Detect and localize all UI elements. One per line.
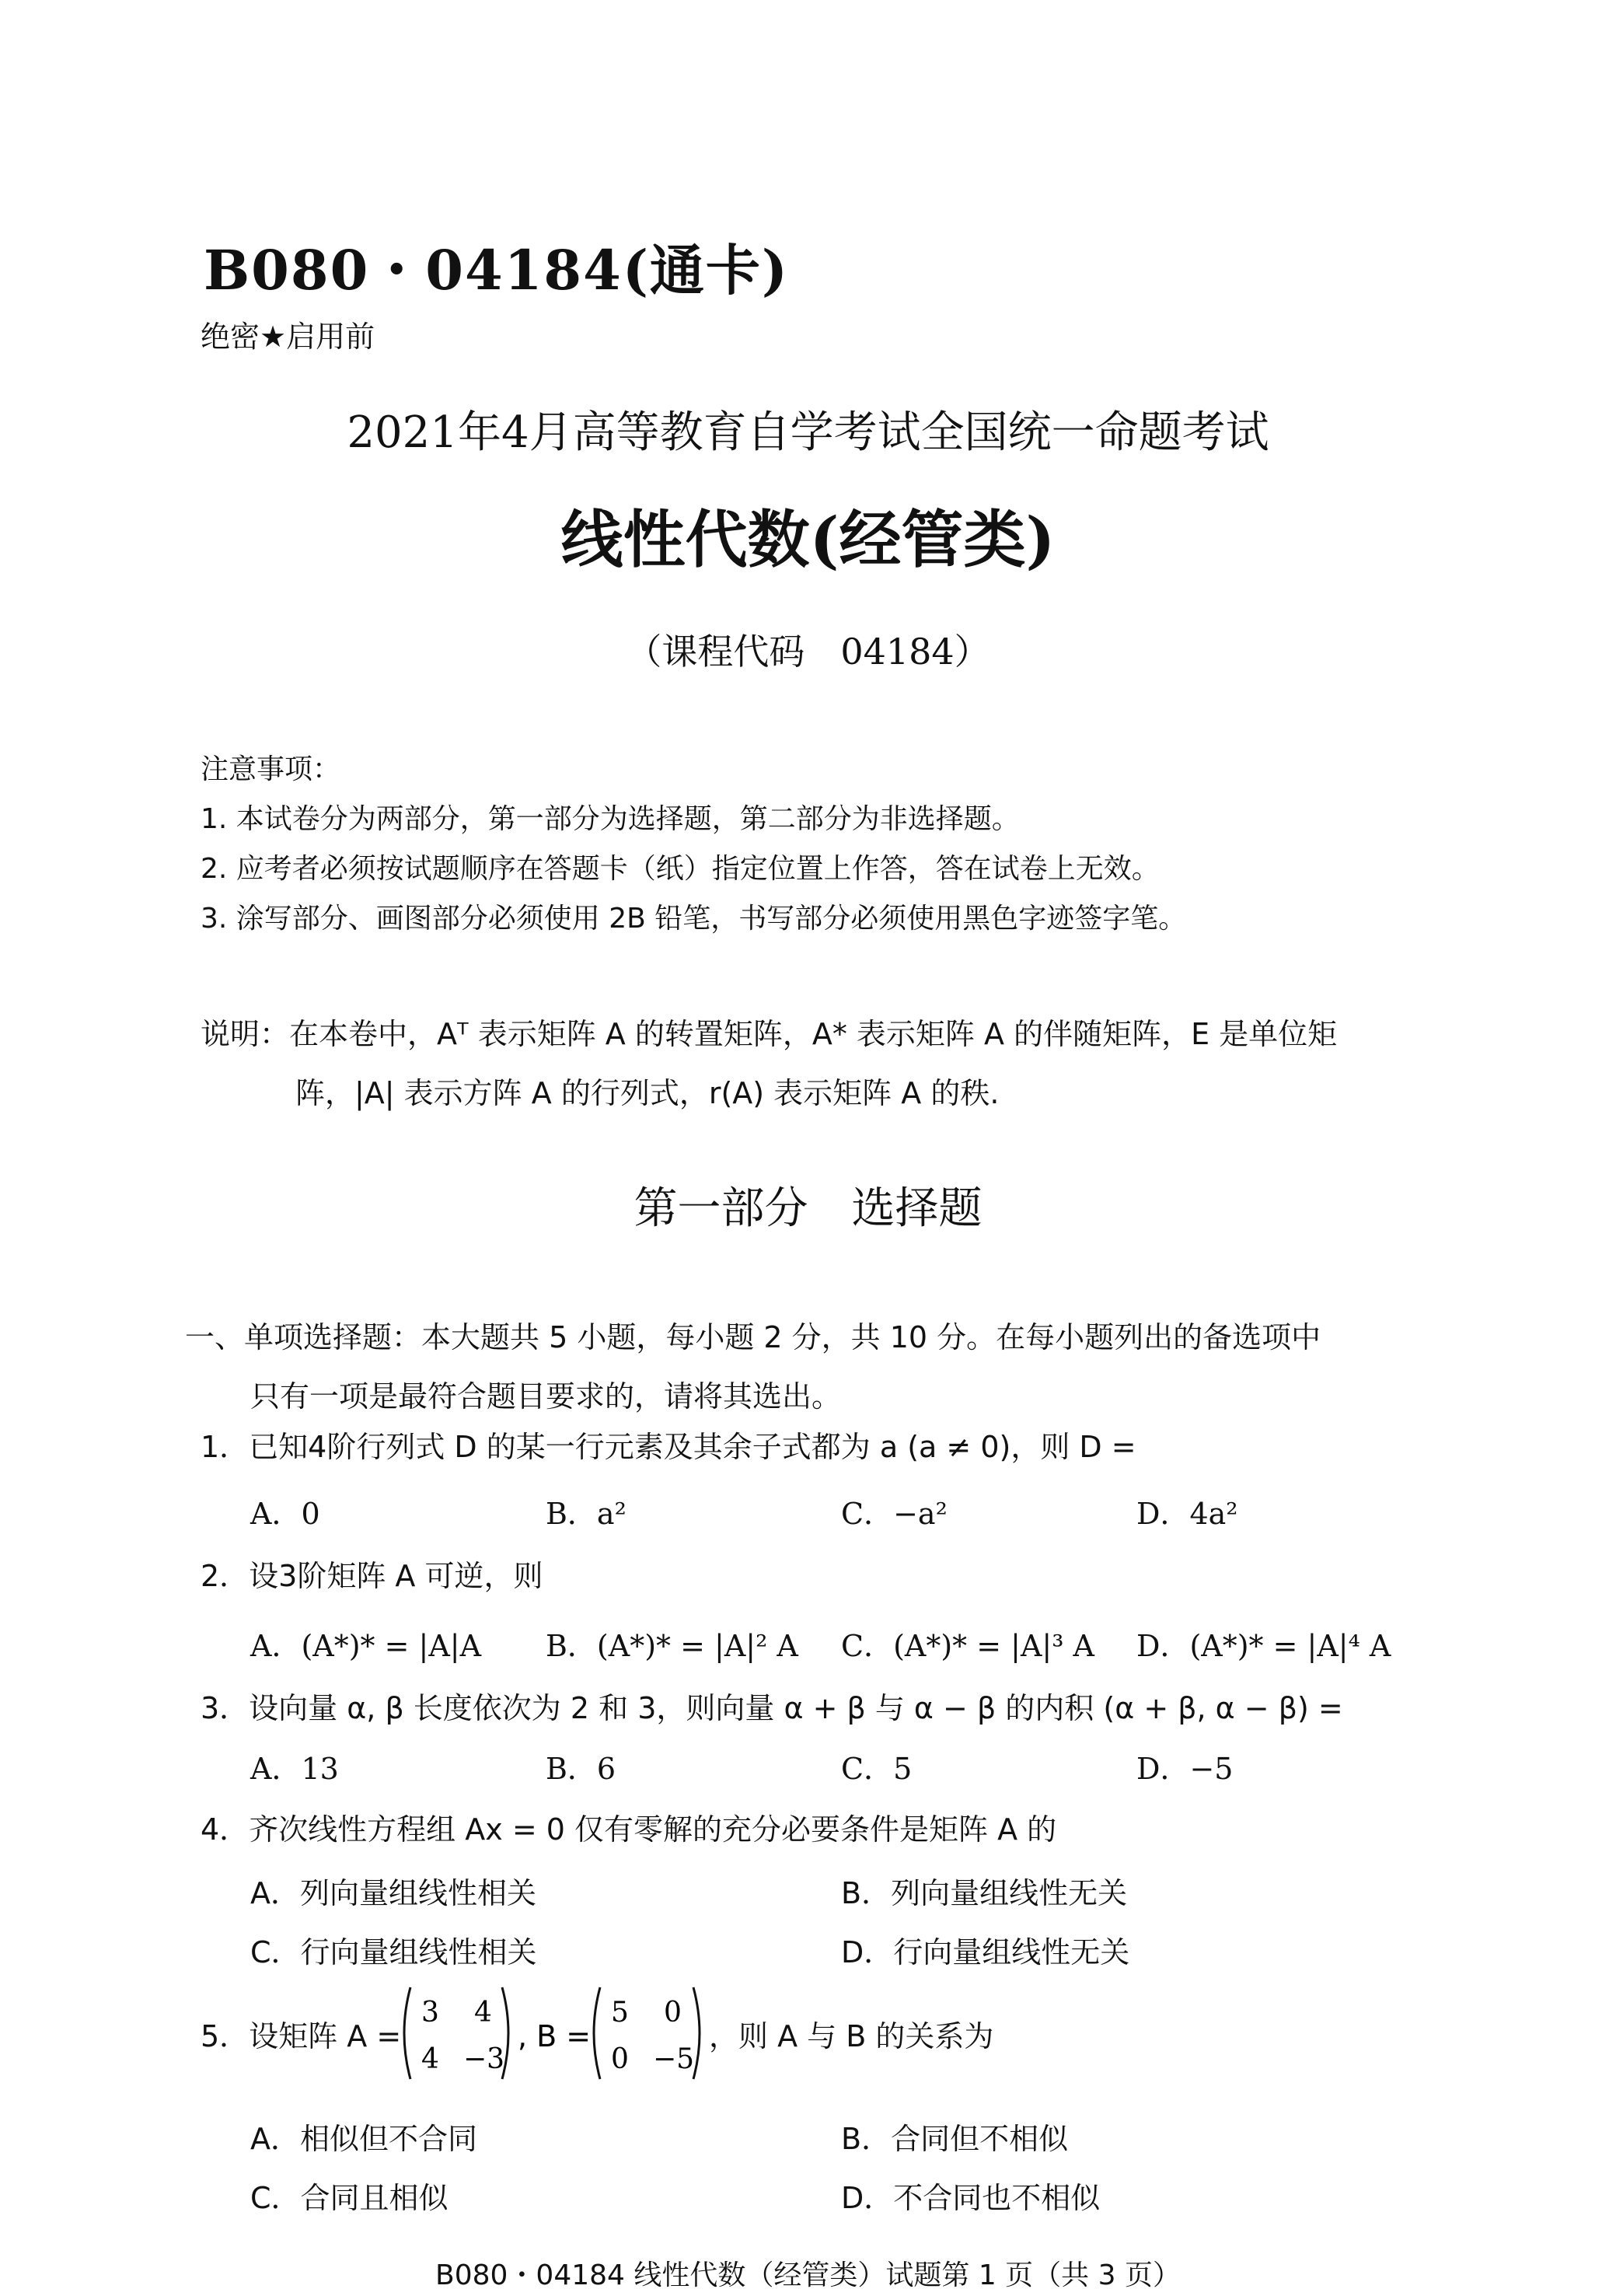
question-3-option-c: C．5 xyxy=(841,1752,913,1786)
section-line: 一、单项选择题：本大题共 5 小题，每小题 2 分，共 10 分。在每小题列出的备选项中 xyxy=(185,1320,1321,1354)
question-1-stem: 1．已知4阶行列式 D 的某一行元素及其余子式都为 a (a ≠ 0)，则 D = xyxy=(201,1430,1136,1464)
notes-block xyxy=(201,745,1186,944)
section-heading xyxy=(185,1308,1321,1426)
exam-title: 2021年4月高等教育自学考试全国统一命题考试 xyxy=(347,407,1269,458)
page-footer: B080・04184 线性代数（经管类）试题第 1 页（共 3 页） xyxy=(435,2259,1181,2291)
question-5-option-c: C．合同且相似 xyxy=(250,2181,449,2215)
note-item: 1. 本试卷分为两部分，第一部分为选择题，第二部分为非选择题。 xyxy=(201,803,1020,835)
question-5-stem-prefix: 5．设矩阵 A = xyxy=(201,2019,402,2053)
matrix-a-entry: 4 xyxy=(421,2043,439,2075)
question-3-stem: 3．设向量 α, β 长度依次为 2 和 3，则向量 α + β 与 α − β 的内积 (α + β, α − β) = xyxy=(201,1691,1343,1725)
secret-label: 绝密★启用前 xyxy=(201,320,375,354)
question-2-option-b: B．(A*)* = |A|² A xyxy=(546,1629,798,1663)
question-2-stem: 2．设3阶矩阵 A 可逆，则 xyxy=(201,1559,543,1593)
matrix-a-entry: 4 xyxy=(474,1997,492,2029)
question-1-option-c: C．−a² xyxy=(841,1497,948,1531)
note-item: 2. 应考者必须按试题顺序在答题卡（纸）指定位置上作答，答在试卷上无效。 xyxy=(201,853,1160,885)
course-code: （课程代码 04184） xyxy=(626,631,990,673)
question-2-option-c: C．(A*)* = |A|³ A xyxy=(841,1629,1094,1663)
explanation-block xyxy=(201,1005,1337,1123)
question-4-option-c: C．行向量组线性相关 xyxy=(250,1935,537,1969)
question-5-option-a: A．相似但不合同 xyxy=(250,2122,477,2156)
matrix-a-entry: −3 xyxy=(463,2043,505,2075)
question-4-option-b: B．列向量组线性无关 xyxy=(841,1876,1128,1910)
matrix-b-left-bracket xyxy=(594,1987,600,2079)
question-5-stem-suffix: ，则 A 与 B 的关系为 xyxy=(709,2019,994,2053)
question-2-option-a: A．(A*)* = |A|A xyxy=(250,1629,482,1663)
part-title: 第一部分 选择题 xyxy=(633,1183,983,1234)
question-4-option-a: A．列向量组线性相关 xyxy=(250,1876,536,1910)
notes-title: 注意事项： xyxy=(201,753,341,785)
question-1-option-b: B．a² xyxy=(546,1497,627,1531)
question-4-option-d: D．行向量组线性无关 xyxy=(841,1935,1130,1969)
question-5-stem-mid: , B = xyxy=(518,2019,592,2053)
subject-title: 线性代数(经管类) xyxy=(560,503,1056,576)
question-3-option-a: A．13 xyxy=(250,1752,339,1786)
section-line: 只有一项是最符合题目要求的，请将其选出。 xyxy=(250,1379,842,1414)
matrix-a-left-bracket xyxy=(404,1987,410,2079)
matrix-b-entry: −5 xyxy=(653,2043,695,2075)
explanation-line: 说明：在本卷中，Aᵀ 表示矩阵 A 的转置矩阵，A* 表示矩阵 A 的伴随矩阵，E 是单位矩 xyxy=(201,1017,1338,1051)
explanation-line: 阵，|A| 表示方阵 A 的行列式，r(A) 表示矩阵 A 的秩. xyxy=(295,1076,1000,1110)
exam-code: B080・04184(通卡) xyxy=(204,238,790,302)
question-5-option-b: B．合同但不相似 xyxy=(841,2122,1069,2156)
question-1-option-a: A．0 xyxy=(250,1497,320,1531)
question-3-option-b: B．6 xyxy=(546,1752,616,1786)
matrix-b-entry: 5 xyxy=(611,1997,629,2029)
question-2-option-d: D．(A*)* = |A|⁴ A xyxy=(1136,1629,1391,1663)
question-3-option-d: D．−5 xyxy=(1136,1752,1234,1786)
question-5-option-d: D．不合同也不相似 xyxy=(841,2181,1101,2215)
question-1-option-d: D．4a² xyxy=(1136,1497,1238,1531)
matrix-b-entry: 0 xyxy=(664,1997,682,2029)
matrix-b-right-bracket xyxy=(693,1987,700,2079)
matrix-b-entry: 0 xyxy=(611,2043,629,2075)
matrix-a-entry: 3 xyxy=(421,1997,439,2029)
note-item: 3. 涂写部分、画图部分必须使用 2B 铅笔，书写部分必须使用黑色字迹签字笔。 xyxy=(201,903,1187,935)
question-4-stem: 4．齐次线性方程组 Ax = 0 仅有零解的充分必要条件是矩阵 A 的 xyxy=(201,1812,1057,1847)
